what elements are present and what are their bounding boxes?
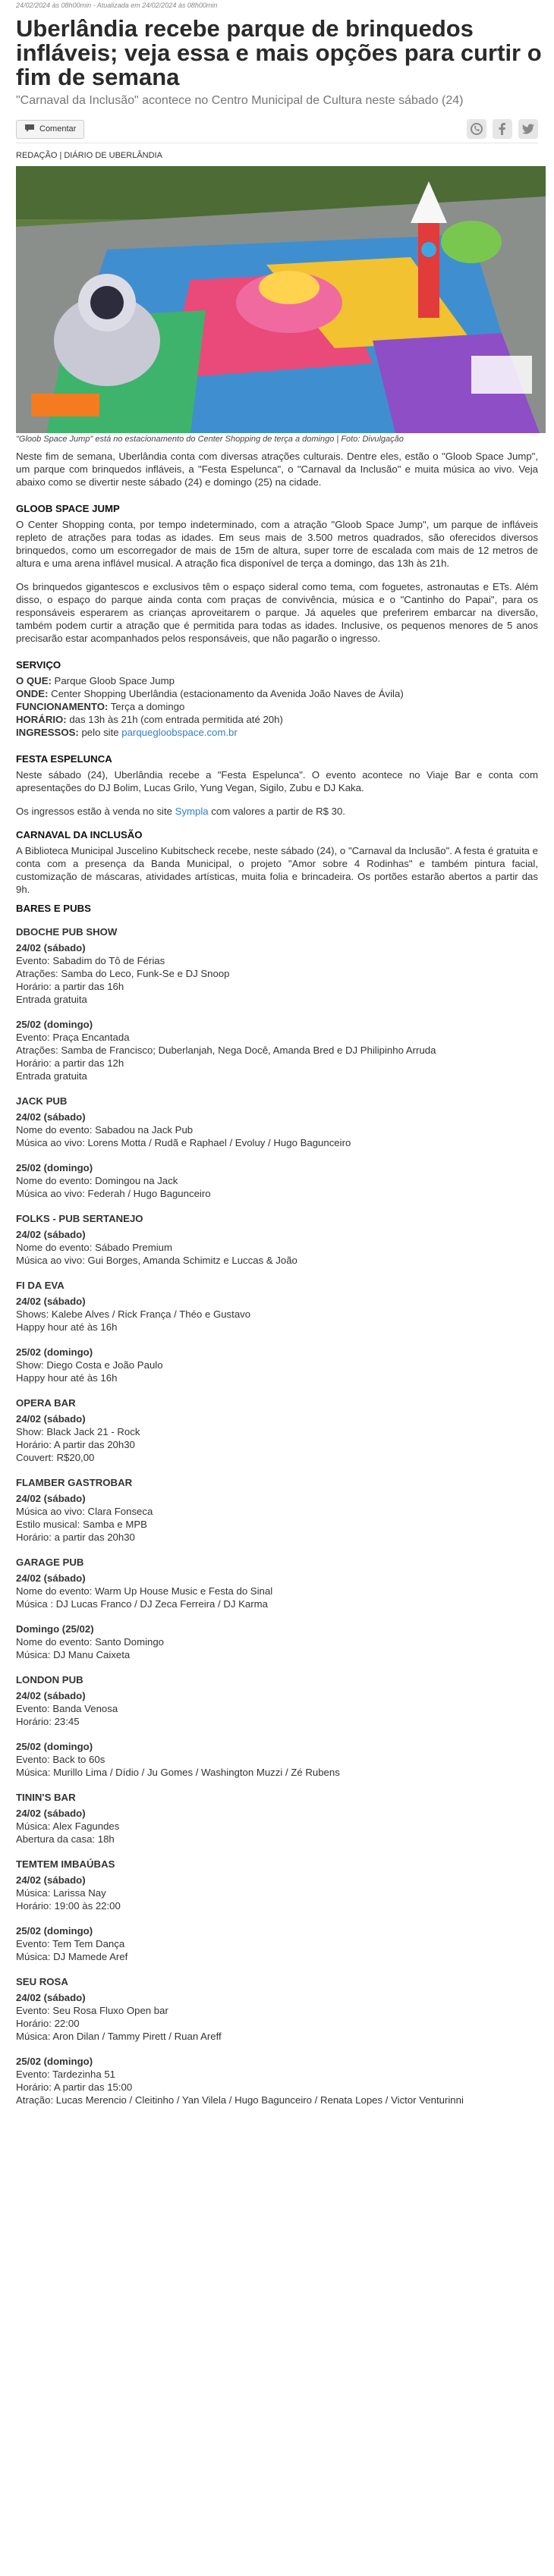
bar-section: [16, 1212, 538, 1279]
info-line: [16, 687, 538, 700]
bar-section: [16, 925, 538, 1095]
paragraph: Neste sábado (24), Uberlândia recebe a "Festa Espelunca". O evento acontece no Viaje Bar e conta com apresentações do DJ Bolim, Lucas Grilo, Yung Vegan, Sigilo, Zubu e DJ Kaka.: [16, 769, 538, 793]
event-detail: Música: DJ Manu Caixeta: [16, 1649, 131, 1660]
event-detail: Happy hour até às 16h: [16, 1372, 118, 1384]
event-date: 24/02 (sábado): [16, 1808, 86, 1819]
bar-section: [16, 1673, 538, 1791]
event-detail: Abertura da casa: 18h: [16, 1833, 115, 1845]
article-body: [16, 450, 538, 2113]
event-detail: Evento: Back to 60s: [16, 1754, 105, 1765]
info-label: FUNCIONAMENTO:: [16, 701, 109, 712]
info-line: [16, 674, 538, 687]
bar-name: JACK PUB: [16, 1095, 68, 1107]
event-detail: Evento: Seu Rosa Fluxo Open bar: [16, 2005, 168, 2016]
spacer: [16, 1779, 538, 1791]
bar-section: [16, 1858, 538, 1975]
spacer: [16, 2043, 538, 2055]
event-detail: Música: Murillo Lima / Dídio / Ju Gomes / Washington Muzzi / Zé Rubens: [16, 1767, 340, 1778]
info-value: Terça a domingo: [108, 701, 185, 712]
byline: REDAÇÃO | DIÁRIO DE UBERLÂNDIA: [16, 151, 162, 160]
event-detail: Horário: a partir das 20h30: [16, 1531, 135, 1543]
dateline: 24/02/2024 às 08h00min - Atualizada em 24/02/2024 às 08h00min: [16, 2, 218, 9]
bar-section: [16, 1095, 538, 1212]
spacer: [16, 1912, 538, 1924]
paragraph: A Biblioteca Municipal Juscelino Kubitscheck recebe, neste sábado (24), o "Carnaval da Inclusão". A festa é gratuita e conta com a presença da Banda Municipal, o projeto "Amor sobre 4 Rodinhas" e também pintura facial, customização de máscaras, atividades artísticas, muita folia e brincadeira. Os portões estarão abertos a partir das 9h.: [16, 845, 538, 895]
info-label: O QUE:: [16, 675, 52, 686]
bar-name: FOLKS - PUB SERTANEJO: [16, 1213, 143, 1224]
info-label: INGRESSOS:: [16, 727, 79, 738]
whatsapp-icon[interactable]: [467, 119, 486, 139]
event-date: 25/02 (domingo): [16, 1162, 93, 1173]
event-detail: Atrações: Samba do Leco, Funk-Se e DJ Snoop: [16, 968, 230, 979]
info-line: [16, 726, 538, 739]
event-date: 24/02 (sábado): [16, 1690, 86, 1701]
bar-section: [16, 1279, 538, 1396]
spacer: [16, 1149, 538, 1161]
event-date: 25/02 (domingo): [16, 1925, 93, 1937]
event-detail: Evento: Banda Venosa: [16, 1703, 118, 1714]
spacer: [16, 1728, 538, 1740]
bar-name: GARAGE PUB: [16, 1557, 84, 1568]
spacer: [16, 1544, 538, 1556]
text: com valores a partir de R$ 30.: [208, 806, 345, 817]
event-detail: Entrada gratuita: [16, 1070, 87, 1082]
bars-list: [16, 925, 538, 2113]
event-date: Domingo (25/02): [16, 1623, 94, 1635]
spacer: [16, 1963, 538, 1975]
text: Os ingressos estão à venda no site: [16, 806, 175, 817]
bar-section: [16, 1791, 538, 1858]
event-detail: Show: Black Jack 21 - Rock: [16, 1426, 140, 1437]
section-heading: CARNAVAL DA INCLUSÃO: [16, 829, 143, 840]
spacer: [16, 1661, 538, 1673]
spacer: [16, 1610, 538, 1623]
comment-icon: [24, 124, 35, 135]
event-detail: Show: Diego Costa e João Paulo: [16, 1359, 163, 1371]
event-date: 24/02 (sábado): [16, 1296, 86, 1307]
event-detail: Horário: 23:45: [16, 1716, 80, 1727]
info-label: ONDE:: [16, 688, 49, 699]
bar-name: SEU ROSA: [16, 1976, 68, 1987]
event-detail: Horário: A partir das 15:00: [16, 2081, 133, 2093]
event-detail: Nome do evento: Domingou na Jack: [16, 1175, 178, 1186]
event-date: 24/02 (sábado): [16, 1413, 86, 1425]
event-detail: Evento: Praça Encantada: [16, 1032, 130, 1043]
bar-section: [16, 1556, 538, 1673]
event-detail: Música : DJ Lucas Franco / DJ Zeca Ferreira / DJ Karma: [16, 1598, 268, 1610]
article-photo: [16, 166, 546, 433]
spacer: [16, 1464, 538, 1476]
bar-name: DBOCHE PUB SHOW: [16, 926, 118, 938]
event-detail: Horário: a partir das 16h: [16, 981, 124, 992]
comment-button[interactable]: [16, 120, 84, 139]
event-date: 24/02 (sábado): [16, 1572, 86, 1584]
event-date: 25/02 (domingo): [16, 1346, 93, 1358]
event-detail: Música: Alex Fagundes: [16, 1820, 120, 1832]
event-detail: Estilo musical: Samba e MPB: [16, 1519, 147, 1530]
bar-section: [16, 1396, 538, 1476]
event-date: 24/02 (sábado): [16, 942, 86, 953]
spacer: [16, 2106, 538, 2113]
bar-name: TININ'S BAR: [16, 1792, 76, 1803]
event-detail: Nome do evento: Sabadou na Jack Pub: [16, 1124, 194, 1136]
section-heading: GLOOB SPACE JUMP: [16, 503, 120, 514]
spacer: [16, 1082, 538, 1095]
event-date: 24/02 (sábado): [16, 1229, 86, 1240]
ticket-link[interactable]: parquegloobspace.com.br: [121, 727, 238, 738]
facebook-icon[interactable]: [493, 119, 512, 139]
paragraph: Os brinquedos gigantescos e exclusivos têm o espaço sideral como tema, com foguetes, astronautas e ETs. Além disso, o espaço do parque ainda conta com praças de convivência, música e o "Cantinho do Papai", para os responsáveis esperarem as crianças aproveitarem o parque. Já aqueles que preferirem embarcar na diversão, também podem curtir a atração que é permitida para todas as idades. Inclusive, os pequenos menores de 5 anos precisarão estar acompanhados pelos responsáveis, que não pagarão o ingresso.: [16, 581, 538, 644]
event-detail: Evento: Sabadim do Tô de Férias: [16, 955, 165, 966]
bar-section: [16, 1975, 538, 2113]
sympla-link[interactable]: Sympla: [175, 806, 209, 817]
paragraph: O Center Shopping conta, por tempo indeterminado, com a atração "Gloob Space Jump", um parque de infláveis repleto de atrações para todas as idades. Em seus mais de 3.500 metros quadrados, são oferecidos diversos brinquedos, como um escorregador de mais de 15m de altura, super torre de escalada com mais de 12 metros de altura e uma arena inflável musical. A atração fica disponível de terça a domingo, das 13h às 21h.: [16, 519, 538, 569]
event-date: 24/02 (sábado): [16, 1493, 86, 1504]
bar-name: OPERA BAR: [16, 1397, 76, 1409]
intro-paragraph: Neste fim de semana, Uberlândia conta com diversas atrações culturais. Dentre eles, estão o "Gloob Space Jump", um parque com brinquedos infláveis, a "Festa Espelunca", o "Carnaval da Inclusão" e muita música ao vivo. Veja abaixo como se divertir neste sábado (24) e domingo (25) na cidade.: [16, 451, 538, 488]
event-detail: Evento: Tardezinha 51: [16, 2069, 115, 2080]
spacer: [16, 1267, 538, 1279]
info-value: pelo site: [78, 727, 122, 738]
event-date: 25/02 (domingo): [16, 1019, 93, 1030]
share-buttons: [467, 119, 538, 139]
info-value: das 13h às 21h (com entrada permitida até 20h): [66, 714, 283, 725]
spacer: [16, 1200, 538, 1212]
event-date: 24/02 (sábado): [16, 1874, 86, 1886]
paragraph: [16, 805, 538, 818]
event-detail: Música ao vivo: Clara Fonseca: [16, 1506, 153, 1517]
bar-section: [16, 1476, 538, 1556]
spacer: [16, 1006, 538, 1018]
photo-caption: "Gloob Space Jump" está no estacionamento do Center Shopping de terça a domingo | Foto: Divulgação: [16, 435, 404, 444]
event-detail: Couvert: R$20,00: [16, 1452, 95, 1463]
info-value: Center Shopping Uberlândia (estacionamento da Avenida João Naves de Ávila): [48, 688, 404, 699]
event-date: 24/02 (sábado): [16, 1111, 86, 1123]
event-detail: Música ao vivo: Lorens Motta / Rudã e Raphael / Evoluy / Hugo Bagunceiro: [16, 1137, 351, 1148]
bar-name: FI DA EVA: [16, 1280, 65, 1291]
bar-name: TEMTEM IMBAÚBAS: [16, 1858, 115, 1870]
bar-name: FLAMBER GASTROBAR: [16, 1477, 133, 1488]
event-detail: Música: Aron Dilan / Tammy Pirett / Ruan Areff: [16, 2031, 222, 2042]
event-detail: Happy hour até às 16h: [16, 1321, 118, 1333]
event-detail: Atrações: Samba de Francisco; Duberlanjah, Nega Docê, Amanda Bred e DJ Philipinho Arruda: [16, 1045, 436, 1056]
subtitle: "Carnaval da Inclusão" acontece no Centro Municipal de Cultura neste sábado (24): [16, 94, 464, 107]
event-date: 25/02 (domingo): [16, 1741, 93, 1752]
info-line: [16, 700, 538, 713]
event-detail: Música ao vivo: Federah / Hugo Bagunceiro: [16, 1188, 211, 1199]
event-detail: Shows: Kalebe Alves / Rick França / Théo e Gustavo: [16, 1308, 251, 1320]
section-heading: FESTA ESPELUNCA: [16, 753, 112, 765]
info-value: Parque Gloob Space Jump: [51, 675, 175, 686]
event-detail: Atração: Lucas Merencio / Cleitinho / Yan Vilela / Hugo Bagunceiro / Renata Lopes / Victor Venturinni: [16, 2094, 464, 2106]
event-detail: Nome do evento: Sábado Premium: [16, 1242, 172, 1253]
comment-label: Comentar: [39, 124, 77, 134]
spacer: [16, 1384, 538, 1396]
event-detail: Horário: 22:00: [16, 2018, 80, 2029]
section-heading: BARES E PUBS: [16, 903, 91, 914]
event-detail: Horário: 19:00 às 22:00: [16, 1900, 121, 1912]
event-detail: Entrada gratuita: [16, 994, 87, 1005]
twitter-icon[interactable]: [518, 119, 538, 139]
article-toolbar: [16, 115, 538, 143]
page-title: Uberlândia recebe parque de brinquedos infláveis; veja essa e mais opções para curtir o fim de semana: [16, 15, 542, 90]
event-detail: Horário: a partir das 12h: [16, 1057, 124, 1069]
event-detail: Evento: Tem Tem Dança: [16, 1938, 125, 1949]
event-detail: Nome do evento: Warm Up House Music e Festa do Sinal: [16, 1585, 273, 1597]
event-detail: Nome do evento: Santo Domingo: [16, 1636, 164, 1648]
event-detail: Horário: A partir das 20h30: [16, 1439, 135, 1450]
section-heading: SERVIÇO: [16, 659, 61, 671]
event-detail: Música: DJ Mamede Aref: [16, 1951, 128, 1962]
spacer: [16, 1846, 538, 1858]
event-detail: Música ao vivo: Gui Borges, Amanda Schimitz e Luccas & João: [16, 1255, 297, 1266]
event-detail: Música: Larissa Nay: [16, 1887, 106, 1899]
bar-name: LONDON PUB: [16, 1674, 83, 1685]
event-date: 25/02 (domingo): [16, 2056, 93, 2067]
info-label: HORÁRIO:: [16, 714, 67, 725]
spacer: [16, 1334, 538, 1346]
info-line: [16, 713, 538, 726]
event-date: 24/02 (sábado): [16, 1992, 86, 2003]
article-page: [4, 0, 550, 2113]
